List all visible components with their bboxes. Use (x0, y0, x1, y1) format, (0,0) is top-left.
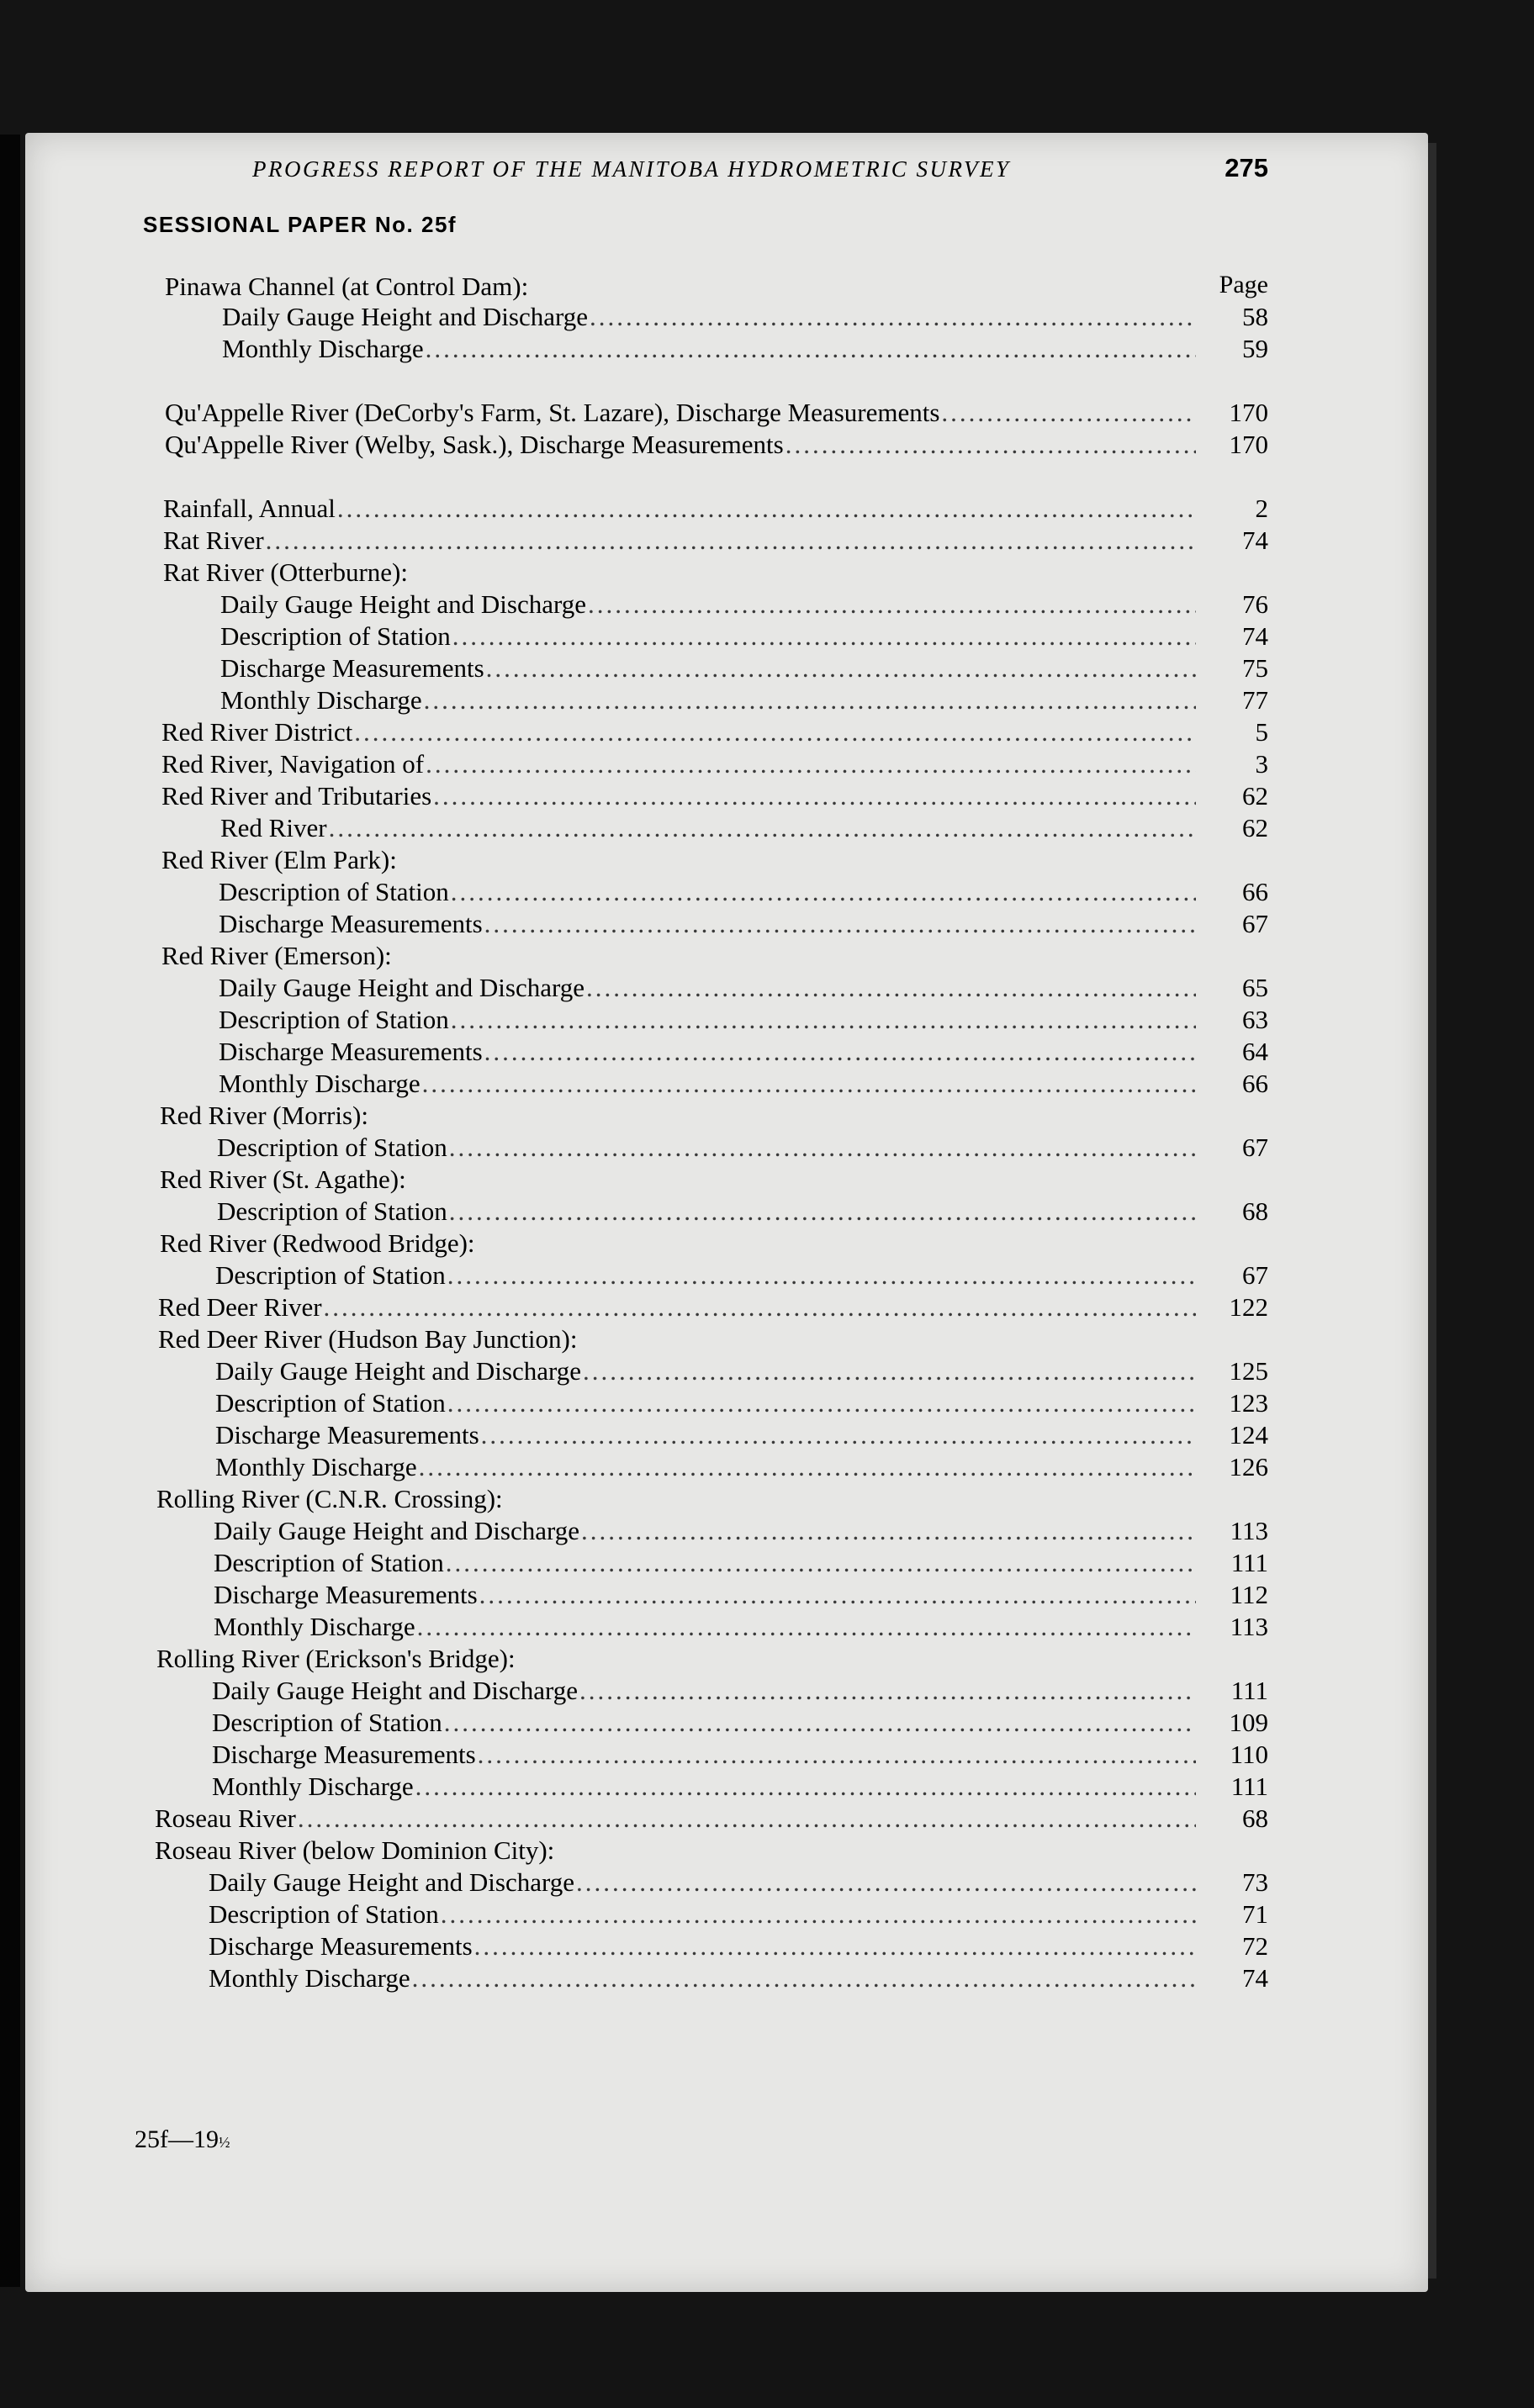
index-heading: Red River (Redwood Bridge): (160, 1228, 475, 1258)
index-heading: Rolling River (C.N.R. Crossing): (156, 1484, 503, 1513)
index-entry: Monthly Discharge ..... 74 (209, 1962, 1268, 1994)
index-entry: Discharge Measurements ..... 124 (215, 1419, 1268, 1451)
index-entry: Qu'Appelle River (Welby, Sask.), Discharge Measurements ..... 170 (165, 429, 1268, 461)
index-entry: Description of Station ..... 71 (209, 1898, 1268, 1930)
index-heading: Red River (Emerson): (161, 941, 392, 970)
printer-signature (135, 2125, 230, 2154)
index-entry: Red River ..... 62 (220, 812, 1268, 844)
index-entry: Monthly Discharge ..... 77 (220, 684, 1268, 716)
index-entry: Daily Gauge Height and Discharge ..... 125 (215, 1355, 1268, 1387)
index-entry: Roseau River ..... 68 (155, 1803, 1268, 1835)
page-number: 275 (1225, 153, 1268, 182)
index-entry: Daily Gauge Height and Discharge ..... 76 (220, 589, 1268, 620)
index-entry: Description of Station ..... 67 (215, 1259, 1268, 1291)
index-entry: Red River District ..... 5 (161, 716, 1268, 748)
index-entry: Discharge Measurements ..... 110 (212, 1739, 1268, 1771)
index-entry: Description of Station ..... 123 (215, 1387, 1268, 1419)
index-entry: Description of Station ..... 66 (219, 876, 1268, 908)
signature-fraction: ½ (219, 2134, 230, 2151)
index-heading: Red River (St. Agathe): (160, 1164, 406, 1194)
index-entry: Description of Station ..... 111 (214, 1547, 1268, 1579)
index-entry: Qu'Appelle River (DeCorby's Farm, St. Lazare), Discharge Measurements ..... 170 (165, 397, 1268, 429)
index-entry: Rat River ..... 74 (163, 525, 1268, 557)
index-entry: Description of Station ..... 74 (220, 620, 1268, 652)
index-heading: Roseau River (below Dominion City): (155, 1835, 555, 1865)
index-entry: Discharge Measurements ..... 112 (214, 1579, 1268, 1611)
index-entry: Red River and Tributaries ..... 62 (161, 780, 1268, 812)
index-entry: Monthly Discharge ..... 66 (219, 1068, 1268, 1100)
index-entry: Daily Gauge Height and Discharge ..... 65 (219, 972, 1268, 1004)
index-heading: Red River (Elm Park): (161, 845, 397, 874)
index-entry: Red Deer River ..... 122 (158, 1291, 1268, 1323)
index-entry: Description of Station ..... 109 (212, 1707, 1268, 1739)
index-entry: Daily Gauge Height and Discharge ..... 113 (214, 1515, 1268, 1547)
index-entry: Monthly Discharge ..... 126 (215, 1451, 1268, 1483)
index-entry: Description of Station ..... 68 (217, 1196, 1268, 1228)
index-entry: Description of Station ..... 63 (219, 1004, 1268, 1036)
index-heading: Red River (Morris): (160, 1101, 368, 1130)
index-entry: Discharge Measurements ..... 67 (219, 908, 1268, 940)
index-entry: Discharge Measurements ..... 75 (220, 652, 1268, 684)
running-head: PROGRESS REPORT OF THE MANITOBA HYDROMETRIC SURVEY (252, 156, 1011, 182)
page-column-label: Page (1219, 271, 1268, 298)
scan-edge-shadow (0, 135, 20, 2287)
index-entry: Description of Station ..... 67 (217, 1132, 1268, 1164)
signature-mark: 25f—19 (135, 2125, 219, 2153)
index-heading: Pinawa Channel (at Control Dam): (165, 272, 529, 301)
index-entry: Daily Gauge Height and Discharge ..... 111 (212, 1675, 1268, 1707)
index-entry: Rainfall, Annual ..... 2 (163, 493, 1268, 525)
index-heading: Rat River (Otterburne): (163, 557, 408, 587)
sessional-paper-label: SESSIONAL PAPER No. 25f (143, 212, 458, 237)
index-entry: Monthly Discharge ..... 111 (212, 1771, 1268, 1803)
index-entry: Daily Gauge Height and Discharge ..... 58 (222, 301, 1268, 333)
index-entry: Red River, Navigation of ..... 3 (161, 748, 1268, 780)
index-entry: Discharge Measurements ..... 64 (219, 1036, 1268, 1068)
index-heading: Red Deer River (Hudson Bay Junction): (158, 1324, 578, 1354)
index-entry: Monthly Discharge ..... 113 (214, 1611, 1268, 1643)
index-entry: Daily Gauge Height and Discharge ..... 73 (209, 1867, 1268, 1898)
index-entry: Discharge Measurements ..... 72 (209, 1930, 1268, 1962)
index-heading: Rolling River (Erickson's Bridge): (156, 1644, 516, 1673)
index-entry: Monthly Discharge ..... 59 (222, 333, 1268, 365)
